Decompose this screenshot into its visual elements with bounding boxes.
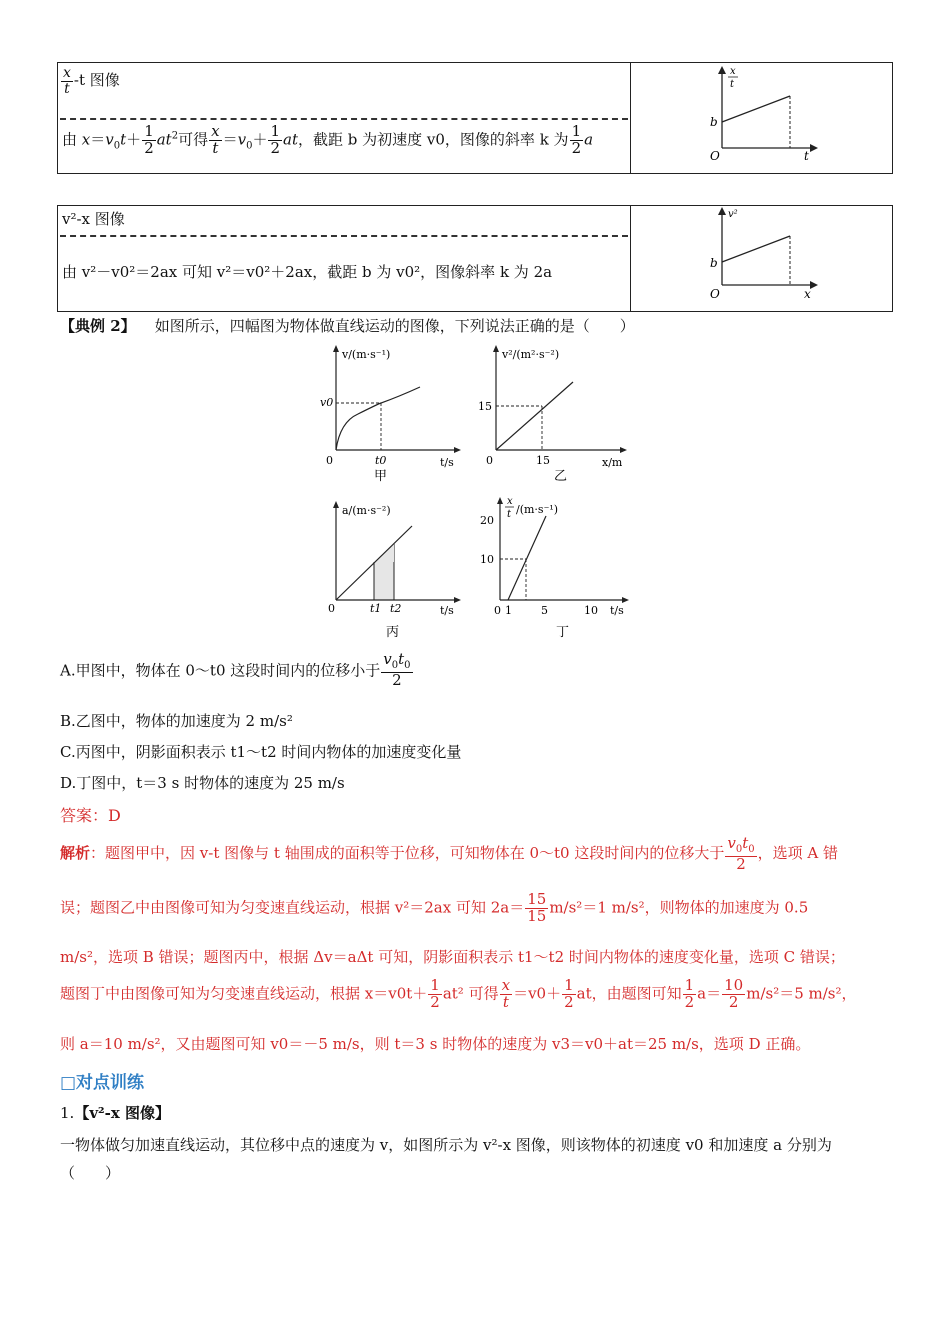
answer-value: D: [108, 806, 121, 825]
x-axis-label: x/m: [602, 456, 623, 469]
y-label-unit: /(m·s⁻¹): [516, 503, 559, 516]
answer-label: 答案: [60, 806, 93, 825]
option-b: B.乙图中，物体的加速度为 2 m/s²: [60, 712, 293, 730]
caption: 甲: [374, 469, 388, 482]
y-tick: 15: [478, 400, 492, 413]
x-tick-10: 10: [584, 604, 598, 617]
origin-label: O: [710, 149, 720, 163]
t1-tick: t1: [370, 602, 382, 615]
b-label: b: [710, 115, 718, 129]
practice-heading: □对点训练: [60, 1073, 145, 1093]
x-label: t: [804, 149, 809, 163]
x-axis-label: t/s: [440, 456, 454, 469]
shaded-area: [374, 562, 394, 600]
formula-suffix: ，截距 b 为初速度 v0，图像的斜率 k 为: [298, 130, 569, 149]
analysis-text-4c: ＝v0＋: [513, 984, 562, 1003]
item-tag: 【v²-x 图像】: [74, 1104, 170, 1122]
y-tick-10: 10: [480, 553, 494, 566]
velocity-curve: [336, 387, 420, 450]
practice-item-title: [60, 1102, 170, 1123]
analysis-text-4d: at，由题图可知: [576, 984, 682, 1003]
analysis-line-5: 则 a＝10 m/s²，又由题图可知 v0＝－5 m/s，则 t＝3 s 时物体的速度为 v3＝v0＋at＝25 m/s，选项 D 正确。: [60, 1035, 811, 1053]
example-question: [60, 315, 635, 336]
table-2-formula: 由 v²－v0²＝2ax 可知 v²＝v0²＋2ax，截距 b 为 v0²，图像斜率 k 为 2a: [62, 263, 553, 281]
example-text: 如图所示，四幅图为物体做直线运动的图像，下列说法正确的是（ ）: [154, 317, 635, 335]
table-1-divider: [630, 62, 631, 174]
table-2-divider: [630, 205, 631, 312]
y-label-num: x: [507, 496, 513, 507]
analysis-text-1: 题图甲中，因 v-t 图像与 t 轴围成的面积等于位移，可知物体在 0～t0 这段时间内的位移大于: [105, 844, 725, 863]
origin-label: 0: [486, 454, 493, 467]
x-axis-label: t/s: [440, 604, 454, 617]
formula-prefix: 由: [62, 130, 78, 149]
analysis-line-3: m/s²，选项 B 错误；题图丙中，根据 Δv＝aΔt 可知，阴影面积表示 t1～t2 时间内物体的速度变化量，选项 C 错误；: [60, 948, 845, 966]
table-2-title: v²-x 图像: [62, 210, 125, 228]
formula-mid: 可得: [178, 130, 209, 149]
v2-x-graph: [700, 205, 830, 305]
t0-tick: t0: [375, 454, 387, 467]
origin-label: O: [710, 287, 720, 301]
b-label: b: [710, 256, 718, 270]
origin-label: 0: [494, 604, 501, 617]
analysis-text-4b: at² 可得: [442, 984, 499, 1003]
caption: 丙: [386, 625, 400, 640]
x-tick-5: 5: [541, 604, 548, 617]
graph-ding: [478, 492, 638, 640]
title-text: -t 图像: [73, 71, 120, 90]
option-c: C.丙图中，阴影面积表示 t1～t2 时间内物体的加速度变化量: [60, 743, 462, 761]
y-label: v²: [728, 209, 738, 220]
analysis-text-2a: 误；题图乙中由图像可知为匀变速直线运动，根据 v²＝2ax 可知 2a＝: [60, 898, 525, 917]
analysis-line-2: 误；题图乙中由图像可知为匀变速直线运动，根据 v²＝2ax 可知 2a＝ $\frac{15}{15}$ m/s²＝1 m/s²，则物体的加速度为 0.5: [60, 890, 809, 925]
analysis-text-4f: m/s²＝5 m/s²，: [746, 984, 857, 1003]
analysis-text-2b: m/s²＝1 m/s²，则物体的加速度为 0.5: [549, 898, 809, 917]
practice-blank: （ ）: [60, 1164, 121, 1182]
example-tag: 【典例 2】: [60, 317, 136, 335]
y-axis-label: v²/(m²·s⁻²): [502, 348, 560, 361]
caption: 乙: [554, 469, 568, 482]
x-axis-label: t/s: [610, 604, 624, 617]
dashed-separator: [60, 118, 628, 120]
table-1-formula: 由 $x=v_0t+$ $\frac{1}{2}$ $at^2$可得 $\frac{x}{t}$ $=v_0+$ $\frac{1}{2}$ at，截距 b 为初速度 v0，图像的斜率 k 为 $\frac{1}{2}$ a: [62, 122, 594, 157]
option-a: A.甲图中，物体在 0～t0 这段时间内的位移小于 $\frac{v_0t_0}{2}$: [60, 650, 411, 689]
graph-yi: [476, 342, 636, 482]
analysis-text-1-end: ，选项 A 错: [757, 844, 838, 863]
y-axis-label: a/(m·s⁻²): [342, 504, 391, 517]
y-label-num: x: [730, 66, 736, 77]
practice-question: 一物体做匀加速直线运动，其位移中点的速度为 v，如图所示为 v²-x 图像，则该物体的初速度 v0 和加速度 a 分别为: [60, 1136, 832, 1154]
graph-jia: [318, 342, 468, 482]
answer-line: 答案：D: [60, 806, 121, 825]
analysis-line-1: 解析：题图甲中，因 v-t 图像与 t 轴围成的面积等于位移，可知物体在 0～t0 这段时间内的位移大于 $\frac{v_0t_0}{2}$ ，选项 A 错: [60, 834, 838, 873]
y-axis-label: v/(m·s⁻¹): [342, 348, 391, 361]
y-label-den: t: [507, 509, 512, 520]
x-label: x: [804, 287, 811, 301]
option-d: D.丁图中，t＝3 s 时物体的速度为 25 m/s: [60, 774, 345, 792]
v2-x-line: [496, 382, 573, 450]
table-1-title: $\frac{x}{t}$ -t 图像: [63, 65, 120, 97]
option-a-text: A.甲图中，物体在 0～t0 这段时间内的位移小于: [60, 661, 381, 680]
item-number: 1.: [60, 1104, 75, 1122]
x-tick: 15: [536, 454, 550, 467]
dashed-separator: [60, 235, 628, 237]
t2-tick: t2: [390, 602, 402, 615]
analysis-text-4a: 题图丁中由图像可知为匀变速直线运动，根据 x＝v0t＋: [60, 984, 428, 1003]
origin-label: 0: [328, 602, 335, 615]
analysis-line-4: 题图丁中由图像可知为匀变速直线运动，根据 x＝v0t＋ $\frac{1}{2}$ at² 可得 $\frac{x}{t}$ ＝v0＋ $\frac{1}{2}$ at，由题图可知 $\frac{1}{2}$ a＝ $\frac{10}{2}$ m/s²＝5 m/s²，: [60, 976, 857, 1011]
y-tick-20: 20: [480, 514, 494, 527]
analysis-label: 解析: [60, 844, 91, 863]
analysis-text-4e: a＝: [697, 984, 722, 1003]
xt-t-line: [508, 516, 546, 600]
graph-bing: [320, 498, 470, 640]
v0-tick: v0: [320, 396, 334, 409]
origin-label: 0: [326, 454, 333, 467]
x-tick-1: 1: [505, 604, 512, 617]
xt-t-graph: [700, 64, 830, 168]
caption: 丁: [556, 625, 570, 640]
y-label-den: t: [730, 79, 735, 90]
